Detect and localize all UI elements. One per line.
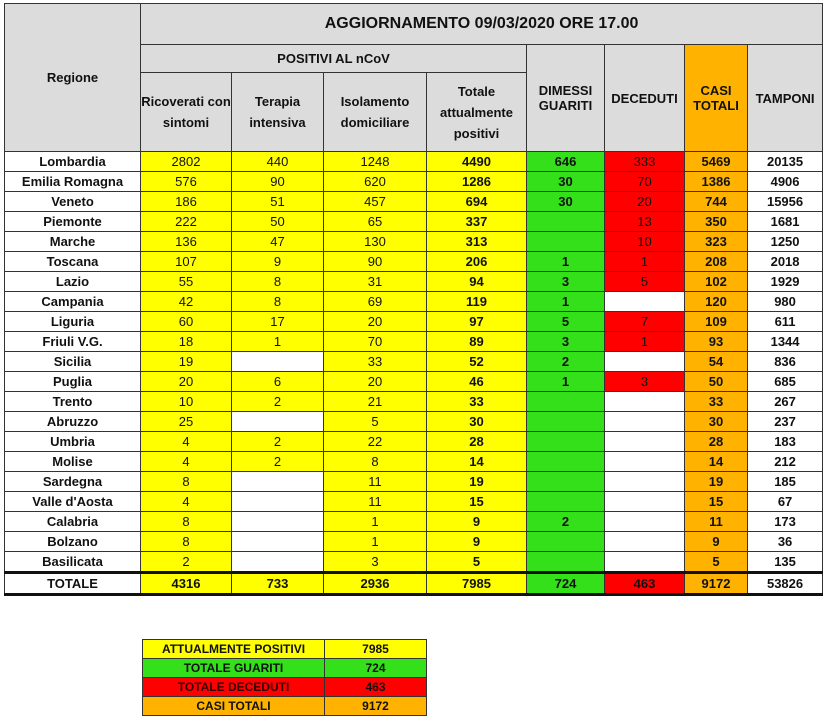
totale-terapia: 733 [232, 573, 324, 595]
cell-regione: Valle d'Aosta [5, 492, 141, 512]
cell-casi: 208 [685, 252, 748, 272]
cell-totale: 4490 [427, 152, 527, 172]
cell-deceduti [605, 392, 685, 412]
cell-regione: Calabria [5, 512, 141, 532]
cell-terapia: 47 [232, 232, 324, 252]
cell-terapia: 50 [232, 212, 324, 232]
cell-isolamento: 11 [324, 492, 427, 512]
cell-casi: 323 [685, 232, 748, 252]
cell-regione: Umbria [5, 432, 141, 452]
totale-dimessi: 724 [527, 573, 605, 595]
cell-dimessi: 2 [527, 512, 605, 532]
cell-tamponi: 267 [748, 392, 823, 412]
cell-casi: 33 [685, 392, 748, 412]
header-terapia: Terapia intensiva [232, 73, 324, 152]
cell-totale: 694 [427, 192, 527, 212]
cell-tamponi: 1250 [748, 232, 823, 252]
cell-dimessi: 1 [527, 372, 605, 392]
cell-terapia [232, 472, 324, 492]
cell-dimessi [527, 452, 605, 472]
cell-regione: Bolzano [5, 532, 141, 552]
cell-ricoverati: 2 [141, 552, 232, 573]
cell-tamponi: 36 [748, 532, 823, 552]
cell-isolamento: 65 [324, 212, 427, 232]
cell-deceduti: 10 [605, 232, 685, 252]
cell-tamponi: 237 [748, 412, 823, 432]
header-totale-positivi: Totale attualmente positivi [427, 73, 527, 152]
cell-isolamento: 1 [324, 532, 427, 552]
cell-dimessi [527, 232, 605, 252]
cell-terapia: 6 [232, 372, 324, 392]
cell-isolamento: 11 [324, 472, 427, 492]
cell-regione: Campania [5, 292, 141, 312]
cell-deceduti: 20 [605, 192, 685, 212]
cell-dimessi [527, 472, 605, 492]
cell-deceduti: 13 [605, 212, 685, 232]
cell-deceduti: 3 [605, 372, 685, 392]
cell-isolamento: 22 [324, 432, 427, 452]
cell-ricoverati: 19 [141, 352, 232, 372]
cell-dimessi [527, 432, 605, 452]
cell-dimessi [527, 552, 605, 573]
cell-regione: Piemonte [5, 212, 141, 232]
cell-deceduti [605, 492, 685, 512]
header-deceduti: DECEDUTI [605, 45, 685, 152]
cell-tamponi: 4906 [748, 172, 823, 192]
cell-totale: 28 [427, 432, 527, 452]
cell-deceduti: 1 [605, 332, 685, 352]
cell-ricoverati: 576 [141, 172, 232, 192]
cell-casi: 120 [685, 292, 748, 312]
totale-row [5, 573, 823, 595]
summary-legend [142, 639, 427, 716]
cell-casi: 28 [685, 432, 748, 452]
table-row [5, 332, 823, 352]
cell-casi: 744 [685, 192, 748, 212]
cell-regione: Friuli V.G. [5, 332, 141, 352]
cell-terapia: 8 [232, 272, 324, 292]
cell-terapia: 2 [232, 392, 324, 412]
covid-regional-table [4, 3, 823, 596]
cell-tamponi: 1929 [748, 272, 823, 292]
cell-totale: 33 [427, 392, 527, 412]
cell-isolamento: 70 [324, 332, 427, 352]
cell-ricoverati: 8 [141, 512, 232, 532]
cell-deceduti [605, 452, 685, 472]
cell-dimessi: 2 [527, 352, 605, 372]
cell-regione: Sardegna [5, 472, 141, 492]
totale-isolamento: 2936 [324, 573, 427, 595]
cell-deceduti: 333 [605, 152, 685, 172]
cell-terapia [232, 532, 324, 552]
cell-tamponi: 212 [748, 452, 823, 472]
cell-totale: 19 [427, 472, 527, 492]
header-dimessi: DIMESSI GUARITI [527, 45, 605, 152]
cell-tamponi: 183 [748, 432, 823, 452]
cell-ricoverati: 2802 [141, 152, 232, 172]
cell-casi: 9 [685, 532, 748, 552]
header-regione: Regione [5, 4, 141, 152]
cell-ricoverati: 10 [141, 392, 232, 412]
cell-isolamento: 3 [324, 552, 427, 573]
header-positivi-group: POSITIVI AL nCoV [141, 45, 527, 73]
cell-ricoverati: 60 [141, 312, 232, 332]
table-row [5, 212, 823, 232]
cell-totale: 97 [427, 312, 527, 332]
table-row [5, 392, 823, 412]
totale-ricoverati: 4316 [141, 573, 232, 595]
legend-row [143, 697, 427, 716]
cell-ricoverati: 4 [141, 452, 232, 472]
cell-deceduti [605, 472, 685, 492]
cell-regione: Marche [5, 232, 141, 252]
cell-isolamento: 620 [324, 172, 427, 192]
cell-terapia [232, 492, 324, 512]
table-row [5, 552, 823, 573]
table-row [5, 372, 823, 392]
header-casi-totali: CASI TOTALI [685, 45, 748, 152]
cell-ricoverati: 8 [141, 532, 232, 552]
cell-totale: 313 [427, 232, 527, 252]
cell-casi: 109 [685, 312, 748, 332]
cell-dimessi: 30 [527, 172, 605, 192]
cell-isolamento: 90 [324, 252, 427, 272]
cell-tamponi: 611 [748, 312, 823, 332]
table-row [5, 172, 823, 192]
cell-dimessi [527, 492, 605, 512]
cell-terapia [232, 412, 324, 432]
legend-label: TOTALE GUARITI [143, 659, 325, 678]
cell-deceduti [605, 352, 685, 372]
cell-ricoverati: 222 [141, 212, 232, 232]
cell-regione: Puglia [5, 372, 141, 392]
header-ricoverati: Ricoverati con sintomi [141, 73, 232, 152]
cell-terapia: 51 [232, 192, 324, 212]
cell-isolamento: 21 [324, 392, 427, 412]
cell-deceduti: 70 [605, 172, 685, 192]
cell-regione: Basilicata [5, 552, 141, 573]
cell-dimessi [527, 212, 605, 232]
cell-ricoverati: 4 [141, 492, 232, 512]
cell-terapia [232, 352, 324, 372]
cell-isolamento: 20 [324, 312, 427, 332]
table-row [5, 312, 823, 332]
legend-value: 9172 [325, 697, 427, 716]
cell-deceduti [605, 292, 685, 312]
cell-totale: 94 [427, 272, 527, 292]
cell-ricoverati: 8 [141, 472, 232, 492]
totale-casi: 9172 [685, 573, 748, 595]
cell-tamponi: 173 [748, 512, 823, 532]
table-row [5, 152, 823, 172]
totale-tamponi: 53826 [748, 573, 823, 595]
cell-isolamento: 8 [324, 452, 427, 472]
cell-casi: 14 [685, 452, 748, 472]
cell-regione: Molise [5, 452, 141, 472]
cell-dimessi: 3 [527, 332, 605, 352]
cell-dimessi: 1 [527, 252, 605, 272]
cell-regione: Toscana [5, 252, 141, 272]
cell-totale: 15 [427, 492, 527, 512]
cell-totale: 9 [427, 532, 527, 552]
cell-ricoverati: 55 [141, 272, 232, 292]
cell-regione: Emilia Romagna [5, 172, 141, 192]
totale-positivi: 7985 [427, 573, 527, 595]
legend-value: 724 [325, 659, 427, 678]
cell-casi: 54 [685, 352, 748, 372]
table-row [5, 532, 823, 552]
cell-totale: 5 [427, 552, 527, 573]
cell-ricoverati: 42 [141, 292, 232, 312]
cell-isolamento: 5 [324, 412, 427, 432]
cell-terapia [232, 512, 324, 532]
cell-ricoverati: 20 [141, 372, 232, 392]
cell-isolamento: 20 [324, 372, 427, 392]
cell-regione: Sicilia [5, 352, 141, 372]
table-row [5, 432, 823, 452]
cell-tamponi: 67 [748, 492, 823, 512]
cell-casi: 1386 [685, 172, 748, 192]
cell-terapia: 1 [232, 332, 324, 352]
cell-regione: Lazio [5, 272, 141, 292]
cell-regione: Liguria [5, 312, 141, 332]
table-row [5, 452, 823, 472]
cell-casi: 5 [685, 552, 748, 573]
cell-deceduti [605, 412, 685, 432]
cell-deceduti [605, 512, 685, 532]
cell-tamponi: 1344 [748, 332, 823, 352]
cell-dimessi [527, 532, 605, 552]
cell-dimessi: 5 [527, 312, 605, 332]
totale-deceduti: 463 [605, 573, 685, 595]
cell-deceduti [605, 552, 685, 573]
table-row [5, 272, 823, 292]
header-isolamento: Isolamento domiciliare [324, 73, 427, 152]
cell-tamponi: 685 [748, 372, 823, 392]
table-row [5, 512, 823, 532]
legend-label: ATTUALMENTE POSITIVI [143, 640, 325, 659]
cell-isolamento: 31 [324, 272, 427, 292]
legend-value: 7985 [325, 640, 427, 659]
cell-tamponi: 980 [748, 292, 823, 312]
cell-isolamento: 130 [324, 232, 427, 252]
cell-regione: Lombardia [5, 152, 141, 172]
cell-casi: 50 [685, 372, 748, 392]
cell-terapia: 90 [232, 172, 324, 192]
cell-deceduti: 1 [605, 252, 685, 272]
legend-row [143, 640, 427, 659]
cell-deceduti: 5 [605, 272, 685, 292]
cell-totale: 30 [427, 412, 527, 432]
cell-deceduti: 7 [605, 312, 685, 332]
cell-isolamento: 33 [324, 352, 427, 372]
cell-totale: 52 [427, 352, 527, 372]
cell-dimessi: 30 [527, 192, 605, 212]
table-title: AGGIORNAMENTO 09/03/2020 ORE 17.00 [141, 4, 823, 45]
cell-casi: 30 [685, 412, 748, 432]
cell-ricoverati: 107 [141, 252, 232, 272]
cell-dimessi: 3 [527, 272, 605, 292]
cell-ricoverati: 186 [141, 192, 232, 212]
cell-isolamento: 457 [324, 192, 427, 212]
cell-totale: 337 [427, 212, 527, 232]
cell-ricoverati: 4 [141, 432, 232, 452]
table-row [5, 352, 823, 372]
cell-casi: 15 [685, 492, 748, 512]
cell-dimessi [527, 392, 605, 412]
legend-label: TOTALE DECEDUTI [143, 678, 325, 697]
cell-dimessi [527, 412, 605, 432]
cell-dimessi: 646 [527, 152, 605, 172]
cell-totale: 14 [427, 452, 527, 472]
cell-terapia: 8 [232, 292, 324, 312]
cell-terapia: 2 [232, 452, 324, 472]
cell-isolamento: 1248 [324, 152, 427, 172]
cell-regione: Trento [5, 392, 141, 412]
cell-casi: 5469 [685, 152, 748, 172]
header-tamponi: TAMPONI [748, 45, 823, 152]
cell-tamponi: 20135 [748, 152, 823, 172]
cell-totale: 1286 [427, 172, 527, 192]
cell-deceduti [605, 532, 685, 552]
cell-ricoverati: 136 [141, 232, 232, 252]
table-row [5, 192, 823, 212]
legend-row [143, 659, 427, 678]
cell-terapia [232, 552, 324, 573]
cell-casi: 19 [685, 472, 748, 492]
cell-totale: 9 [427, 512, 527, 532]
cell-terapia: 17 [232, 312, 324, 332]
cell-terapia: 9 [232, 252, 324, 272]
table-body [5, 152, 823, 573]
cell-tamponi: 2018 [748, 252, 823, 272]
cell-casi: 11 [685, 512, 748, 532]
legend-row [143, 678, 427, 697]
cell-deceduti [605, 432, 685, 452]
cell-tamponi: 185 [748, 472, 823, 492]
cell-tamponi: 1681 [748, 212, 823, 232]
cell-tamponi: 135 [748, 552, 823, 573]
table-row [5, 232, 823, 252]
cell-casi: 93 [685, 332, 748, 352]
table-row [5, 252, 823, 272]
cell-dimessi: 1 [527, 292, 605, 312]
cell-totale: 46 [427, 372, 527, 392]
cell-regione: Abruzzo [5, 412, 141, 432]
totale-label: TOTALE [5, 573, 141, 595]
cell-ricoverati: 25 [141, 412, 232, 432]
cell-totale: 206 [427, 252, 527, 272]
cell-isolamento: 69 [324, 292, 427, 312]
legend-label: CASI TOTALI [143, 697, 325, 716]
cell-terapia: 440 [232, 152, 324, 172]
cell-tamponi: 15956 [748, 192, 823, 212]
cell-totale: 89 [427, 332, 527, 352]
cell-isolamento: 1 [324, 512, 427, 532]
cell-ricoverati: 18 [141, 332, 232, 352]
cell-terapia: 2 [232, 432, 324, 452]
table-row [5, 492, 823, 512]
table-row [5, 292, 823, 312]
cell-totale: 119 [427, 292, 527, 312]
cell-regione: Veneto [5, 192, 141, 212]
legend-value: 463 [325, 678, 427, 697]
table-row [5, 472, 823, 492]
cell-casi: 350 [685, 212, 748, 232]
cell-casi: 102 [685, 272, 748, 292]
table-row [5, 412, 823, 432]
cell-tamponi: 836 [748, 352, 823, 372]
